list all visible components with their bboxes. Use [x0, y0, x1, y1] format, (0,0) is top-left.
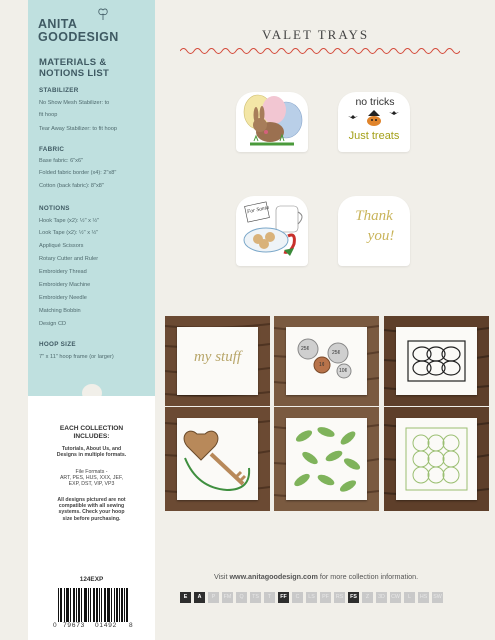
tray-text-line2: Just treats [348, 130, 400, 142]
wave-divider [180, 46, 460, 56]
bat-icon [348, 114, 358, 120]
list-item: Embroidery Machine [39, 282, 91, 288]
coin-label: 10¢ [339, 368, 348, 374]
barcode-digits-1: 79673 [63, 622, 86, 629]
santa-cookies-tray [236, 196, 308, 266]
collection-heading-line2: INCLUDES: [73, 432, 110, 440]
floral-pattern-icon [396, 418, 477, 500]
section-heading-stabilizer: STABILIZER [39, 87, 79, 94]
format-badge-t: T [264, 592, 275, 603]
design-text: my stuff [193, 349, 242, 365]
bunny-icon [236, 92, 308, 152]
visit-prefix: Visit [214, 572, 230, 581]
coins-design [274, 316, 379, 406]
section-heading-notions: NOTIONS [39, 205, 70, 212]
list-item: Base fabric: 6"x6" [39, 158, 84, 164]
tray-text-line2: you! [367, 228, 395, 244]
cookies-icon [236, 196, 308, 266]
format-badge-q: Q [236, 592, 247, 603]
design-card [396, 418, 477, 500]
formats-line1: File Formats - [75, 469, 108, 475]
product-code: 124EXP [79, 576, 104, 583]
barcode-digit-left: 0 [53, 622, 58, 629]
format-badge-pf: PF [320, 592, 331, 603]
visit-suffix: for more collection information. [317, 572, 419, 581]
my-stuff-design [165, 316, 270, 406]
coin-label: 25¢ [332, 350, 341, 356]
list-item: fit hoop [39, 112, 58, 118]
coins-icon [286, 327, 367, 395]
section-heading-fabric: FABRIC [39, 146, 65, 153]
visit-text [214, 572, 418, 581]
bat-icon [388, 110, 400, 116]
disclaimer-line4: size before purchasing. [62, 515, 121, 522]
format-badge-p: P [208, 592, 219, 603]
format-badge-3d: 3D [376, 592, 387, 603]
list-item: Design CD [39, 321, 67, 327]
format-badge-ls: LS [306, 592, 317, 603]
brand-line2: GOODESIGN [38, 30, 119, 44]
includes-line1: Tutorials, About Us, and [61, 446, 122, 452]
list-item: Cotton (back fabric): 8"x8" [39, 183, 104, 189]
file-formats [30, 469, 153, 488]
list-item: Appliqué Scissors [39, 243, 84, 249]
includes-line2: Designs in multiple formats. [56, 452, 127, 459]
disclaimer-line2: compatible with all sewing [58, 503, 125, 510]
barcode-icon [58, 588, 128, 622]
format-badge-ff: FF [278, 592, 289, 603]
format-badge-rs: RS [334, 592, 345, 603]
list-item: Embroidery Thread [39, 269, 87, 275]
geometric-quilt-design [384, 316, 489, 406]
page-title: VALET TRAYS [262, 27, 370, 42]
barcode-digits-2: 01492 [95, 622, 118, 629]
formats-line3: EXP, DST, VIP, VP3 [68, 481, 115, 488]
floral-quilt-design [384, 407, 489, 511]
formats-line2: ART, PES, HUS, XXX, JEF, [59, 475, 124, 482]
pumpkin-icon [364, 110, 384, 126]
bunny-easter-tray [236, 92, 308, 152]
materials-title [39, 57, 109, 79]
brand-line1: ANITA [38, 17, 78, 31]
leaves-icon [286, 418, 367, 500]
list-item: Folded fabric border (x4): 2"x8" [39, 170, 117, 176]
barcode-digit-right: 8 [129, 622, 134, 629]
materials-title-line2: NOTIONS LIST [39, 68, 110, 79]
design-card [396, 327, 477, 395]
website-link[interactable]: www.anitagoodesign.com [229, 572, 318, 581]
design-card [177, 327, 258, 395]
brand-logo [38, 10, 148, 42]
collection-heading [30, 425, 153, 440]
design-card [286, 327, 367, 395]
collection-heading-line1: EACH COLLECTION [59, 425, 124, 432]
compatibility-disclaimer [30, 497, 153, 522]
list-item: No Show Mesh Stabilizer: to [39, 100, 110, 106]
list-item: 7" x 11" hoop frame (or larger) [39, 354, 114, 360]
tray-text-for-santa: For Santa [246, 204, 270, 216]
butterfly-icon [96, 8, 110, 22]
leaves-design [274, 407, 379, 511]
list-item: Rotary Cutter and Ruler [39, 256, 99, 262]
disclaimer-line3: systems. Check your hoop [58, 509, 125, 516]
format-badge-c: C [292, 592, 303, 603]
format-badge-hs: HS [418, 592, 429, 603]
format-badge-sw: SW [432, 592, 443, 603]
collection-includes [30, 446, 153, 458]
thank-you-tray [338, 196, 410, 266]
format-badge-fm: FM [222, 592, 233, 603]
tray-text-line1: Thank [355, 208, 393, 224]
format-badge-cw: CW [390, 592, 401, 603]
format-badge-a: A [194, 592, 205, 603]
format-badge-z: Z [362, 592, 373, 603]
coin-label: 1¢ [319, 362, 325, 368]
section-heading-hoop-size: HOOP SIZE [39, 341, 76, 348]
tray-text-line1: no tricks [355, 96, 395, 108]
heart-key-icon [177, 418, 258, 500]
format-badge-fs: FS [348, 592, 359, 603]
disclaimer-line1: All designs pictured are not [57, 497, 126, 503]
heart-key-design [165, 407, 270, 511]
geometric-pattern-icon [396, 327, 477, 395]
list-item: Matching Bobbin [39, 308, 81, 314]
design-card [286, 418, 367, 500]
format-badge-ts: TS [250, 592, 261, 603]
materials-title-line1: MATERIALS & [39, 57, 107, 68]
format-badge-l: L [404, 592, 415, 603]
list-item: Embroidery Needle [39, 295, 87, 301]
design-card [177, 418, 258, 500]
list-item: Look Tape (x2): ½" x ½" [39, 230, 99, 236]
list-item: Tear Away Stabilizer: to fit hoop [39, 126, 117, 132]
halloween-tray [338, 92, 410, 152]
list-item: Hook Tape (x2): ½" x ½" [39, 218, 100, 224]
format-badge-e: E [180, 592, 191, 603]
coin-label: 25¢ [301, 346, 310, 352]
